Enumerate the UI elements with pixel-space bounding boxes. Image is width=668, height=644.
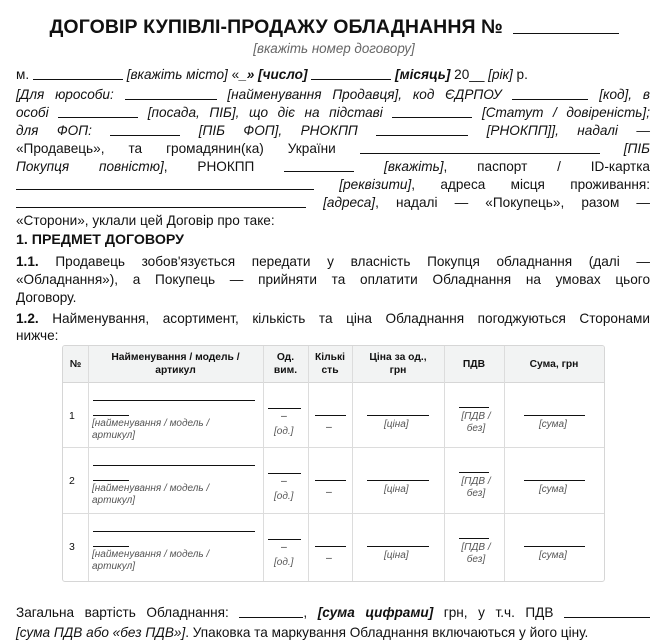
clause-1-1-line-1: 1.1. Продавець зобов'язується передати у власність Покупця обладнання (далі — [16, 254, 650, 269]
passport-blank[interactable] [16, 177, 314, 190]
clause-1-1-line-3: Договору. [16, 290, 77, 305]
qty-blank[interactable] [315, 415, 346, 416]
preamble-line-4: для ФОП: [ПІБ ФОП], РНОКПП [РНОКПП]], надалі — [16, 123, 650, 138]
price-blank[interactable] [367, 480, 429, 481]
header-num: № [69, 359, 82, 370]
position-blank[interactable] [58, 105, 138, 118]
document-subtitle: [вкажіть номер договору] [253, 41, 415, 56]
document-title: ДОГОВІР КУПІВЛІ-ПРОДАЖУ ОБЛАДНАННЯ № [0, 16, 668, 39]
unit-blank[interactable] [268, 408, 301, 409]
header-sum: Сума, грн [529, 359, 579, 370]
preamble-line-2: [Для юрособи: [найменування Продавця], код ЄДРПОУ [код], в [16, 87, 650, 102]
price-blank[interactable] [367, 415, 429, 416]
clause-1-2-line-1: 1.2. Найменування, асортимент, кількість та ціна Обладнання погоджуються Сторонами [16, 311, 650, 326]
clause-1-1-line-2: «Обладнання»), а Покупець — прийняти та оплатити Обладнання на умовах цього [16, 272, 650, 287]
vat-sum-blank[interactable] [564, 605, 650, 618]
price-blank[interactable] [367, 546, 429, 547]
buyer-name-blank[interactable] [360, 141, 600, 154]
basis-blank[interactable] [392, 105, 472, 118]
fop-rnokpp-blank[interactable] [376, 123, 468, 136]
unit-blank[interactable] [268, 473, 301, 474]
sum-blank[interactable] [524, 546, 585, 547]
total-line-2: [сума ПДВ або «без ПДВ»]. Упаковка та маркування Обладнання включаються у його ціну. [16, 625, 589, 640]
day-blank[interactable] [311, 67, 391, 80]
item-name-hint: [найменування / модель / артикул] [92, 483, 210, 506]
preamble-line-8: [адреса], надалі — «Покупець», разом — [16, 194, 650, 211]
preamble-line-3: особі [посада, ПІБ], що діє на підставі [Статут / довіреність]; [16, 105, 650, 120]
item-name-hint: [найменування / модель / артикул] [92, 549, 210, 572]
total-sum-blank[interactable] [239, 605, 303, 618]
qty-blank[interactable] [315, 546, 346, 547]
preamble-line-1: м. [вкажіть місто] «_» [число] [місяць] 20__ [рік] р. [16, 67, 528, 82]
qty-blank[interactable] [315, 480, 346, 481]
header-price: Ціна за од., грн [369, 352, 427, 376]
sum-blank[interactable] [524, 415, 585, 416]
address-blank[interactable] [16, 195, 306, 208]
header-name: Найменування / модель / артикул [111, 352, 240, 376]
seller-name-blank[interactable] [125, 87, 217, 100]
total-line-1: Загальна вартість Обладнання: , [сума цифрами] грн, у т.ч. ПДВ [16, 604, 650, 621]
preamble-line-7: [реквізити], адреса місця проживання: [16, 176, 650, 193]
equipment-table: № Найменування / модель / артикул Од. вим. Кількі сть Ціна за од., грн ПДВ Сума, грн 1 [найменування / модель / артикул] – [од.] – [ціна] [ПДВ / без] [сума] 2 [найменування / модель / артикул] – [од.] – [ціна] [ПДВ / без] [сума] 3 [найменування / модель / артикул] – [од.] – [ціна] [ПДВ / без] [сума] [62, 345, 605, 582]
preamble-line-5: «Продавець», та громадянин(ка) України [ПІБ [16, 141, 650, 156]
buyer-rnokpp-blank[interactable] [284, 159, 354, 172]
header-qty: Кількі сть [314, 352, 346, 376]
unit-blank[interactable] [268, 539, 301, 540]
preamble-line-9: «Сторони», уклали цей Договір про таке: [16, 213, 275, 228]
section-heading: 1. ПРЕДМЕТ ДОГОВОРУ [16, 232, 184, 248]
edrpou-blank[interactable] [512, 87, 588, 100]
item-name-blank[interactable] [93, 400, 255, 401]
header-vat: ПДВ [462, 359, 486, 370]
vat-blank[interactable] [459, 538, 489, 539]
vat-blank[interactable] [459, 407, 489, 408]
vat-blank[interactable] [459, 472, 489, 473]
fop-name-blank[interactable] [110, 123, 180, 136]
item-name-blank[interactable] [93, 465, 255, 466]
header-unit: Од. вим. [273, 352, 298, 376]
preamble-line-6: Покупця повністю], РНОКПП [вкажіть], паспорт / ID-картка [16, 159, 650, 174]
city-blank[interactable] [33, 67, 123, 80]
item-name-blank[interactable] [93, 531, 255, 532]
clause-1-2-line-2: нижче: [16, 328, 59, 343]
item-name-hint: [найменування / модель / артикул] [92, 418, 210, 441]
sum-blank[interactable] [524, 480, 585, 481]
contract-number-blank[interactable] [513, 19, 619, 34]
